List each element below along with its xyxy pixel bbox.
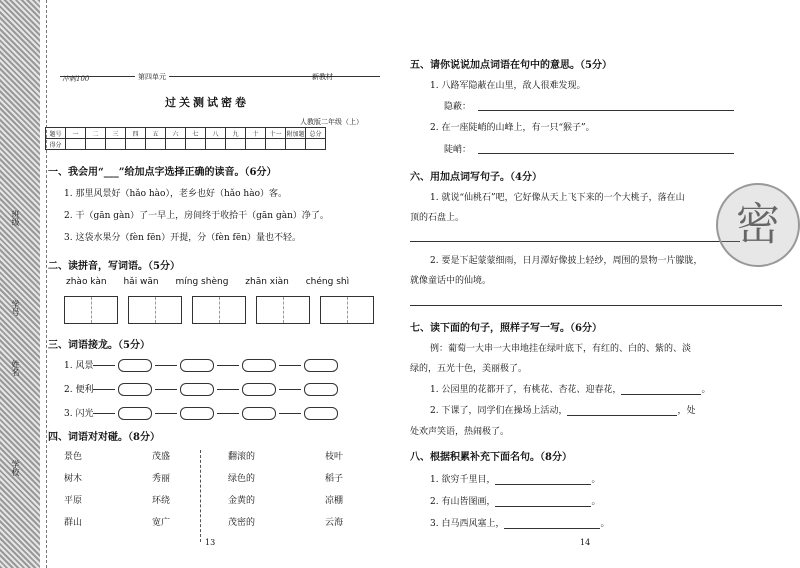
s8-item-3: 3. 白马西风塞上， 。 xyxy=(430,519,610,529)
s7-item-1-text: 1. 公园里的花都开了，有桃花、杏花、迎春花， xyxy=(430,385,622,395)
pinyin-row xyxy=(66,277,363,287)
answer-line[interactable] xyxy=(410,305,782,306)
section-7-title: 七、读下面的句子，照样子写一写。（6分） xyxy=(410,323,602,334)
section-6-title: 六、用加点词写句子。（4分） xyxy=(410,172,542,183)
unit-label: 第四单元 xyxy=(135,72,169,82)
binding-strip xyxy=(0,0,40,568)
s8-item-3-text: 3. 白马西风塞上， xyxy=(430,519,505,529)
score-input-cell[interactable] xyxy=(266,139,286,150)
match-word[interactable]: 宽广 xyxy=(152,518,171,528)
writing-grid-5[interactable] xyxy=(320,296,374,324)
answer-line[interactable] xyxy=(478,110,734,111)
s3-item-3: 3. 闪光 xyxy=(64,409,94,419)
s3-item-2: 2. 便利 xyxy=(64,385,94,395)
s7-example-line2: 绿的，五光十色，美丽极了。 xyxy=(410,364,528,374)
blank-cloud[interactable] xyxy=(180,359,214,372)
score-input-cell[interactable] xyxy=(146,139,166,150)
writing-grid-1[interactable] xyxy=(64,296,118,324)
blank-cloud[interactable] xyxy=(180,383,214,396)
pinyin-4: zhān xiàn xyxy=(245,277,289,287)
blank-cloud[interactable] xyxy=(304,359,338,372)
score-header-cell: 二 xyxy=(86,128,106,139)
match-col-4 xyxy=(325,446,343,534)
blank-cloud[interactable] xyxy=(180,407,214,420)
score-header-cell: 六 xyxy=(166,128,186,139)
s1-item-1: 1. 那里风景好（hǎo hào），老乡也好（hǎo hào）客。 xyxy=(64,189,287,199)
match-word[interactable]: 环绕 xyxy=(152,496,171,506)
score-value-row xyxy=(46,139,326,150)
match-word[interactable]: 翻滚的 xyxy=(228,452,256,462)
pinyin-2: hǎi wān xyxy=(123,277,159,287)
s7-example-line1: 例：葡萄一大串一大串地挂在绿叶底下，有红的、白的、紫的、淡 xyxy=(430,344,692,354)
s6-item-2-line2: 就像童话中的仙境。 xyxy=(410,276,492,286)
blank-cloud[interactable] xyxy=(242,407,276,420)
s8-item-1-text: 1. 欲穷千里目， xyxy=(430,475,496,485)
binding-label-school: 学校 xyxy=(11,460,20,476)
match-col-3 xyxy=(228,446,255,534)
match-word[interactable]: 平原 xyxy=(64,496,83,506)
answer-line[interactable] xyxy=(567,415,677,416)
score-input-cell[interactable] xyxy=(226,139,246,150)
score-input-cell[interactable] xyxy=(286,139,306,150)
score-input-cell[interactable] xyxy=(106,139,126,150)
blank-cloud[interactable] xyxy=(118,383,152,396)
score-header-cell: 七 xyxy=(186,128,206,139)
s7-item-2 xyxy=(430,403,695,416)
section-3-title: 三、词语接龙。（5分） xyxy=(48,340,150,351)
s3-row-2 xyxy=(64,382,341,396)
page-number-right: 14 xyxy=(580,538,591,547)
pinyin-3: míng shèng xyxy=(175,277,229,287)
s8-item-2-text: 2. 有山皆图画， xyxy=(430,497,496,507)
score-input-cell[interactable] xyxy=(246,139,266,150)
blank-cloud[interactable] xyxy=(304,407,338,420)
match-divider xyxy=(200,450,201,542)
score-input-cell[interactable] xyxy=(166,139,186,150)
blank-cloud[interactable] xyxy=(242,383,276,396)
binding-field-name: 学号 xyxy=(11,300,20,316)
match-word[interactable]: 茂密的 xyxy=(228,518,256,528)
pinyin-1: zhào kàn xyxy=(66,277,107,287)
blank-cloud[interactable] xyxy=(304,383,338,396)
s5-item-2: 2. 在一座陡峭的山峰上，有一只“猴子”。 xyxy=(430,123,595,133)
blank-cloud[interactable] xyxy=(118,407,152,420)
score-header-cell: 总分 xyxy=(306,128,326,139)
match-word[interactable]: 群山 xyxy=(64,518,83,528)
score-header-cell: 附加题 xyxy=(286,128,306,139)
s6-item-2-line1: 2. 要是下起蒙蒙细雨，日月潭好像披上轻纱，周围的景物一片朦胧， xyxy=(430,256,703,266)
s7-item-2-cont: 处欢声笑语，热闹极了。 xyxy=(410,427,510,437)
score-header-cell: 八 xyxy=(206,128,226,139)
section-5-title: 五、请你说说加点词语在句中的意思。（5分） xyxy=(410,60,612,71)
s5-item-1: 1. 八路军隐蔽在山里，敌人很难发现。 xyxy=(430,81,586,91)
s3-item-1: 1. 风景 xyxy=(64,361,94,371)
s6-item-1-line1: 1. 就说“仙桃石”吧，它好像从天上飞下来的一个大桃子，落在山 xyxy=(430,193,685,203)
section-4-title: 四、词语对对碰。（8分） xyxy=(48,432,160,443)
score-header-cell: 四 xyxy=(126,128,146,139)
binding-field-id: 姓名 xyxy=(11,360,20,376)
match-word[interactable]: 凉棚 xyxy=(325,496,344,506)
s7-item-2-tail: ，处 xyxy=(677,406,696,416)
confidential-stamp: 密 xyxy=(716,183,800,267)
score-header-cell: 九 xyxy=(226,128,246,139)
s1-item-3: 3. 这袋水果分（fèn fēn）开提，分（fèn fēn）量也不轻。 xyxy=(64,233,301,243)
section-2-title: 二、读拼音，写词语。（5分） xyxy=(48,261,180,272)
s3-row-3 xyxy=(64,406,341,420)
score-header-cell: 三 xyxy=(106,128,126,139)
blank-cloud[interactable] xyxy=(242,359,276,372)
s7-item-1: 1. 公园里的花都开了，有桃花、杏花、迎春花， 。 xyxy=(430,385,711,395)
match-word[interactable]: 稻子 xyxy=(325,474,344,484)
match-word[interactable]: 绿色的 xyxy=(228,474,256,484)
match-word[interactable]: 云海 xyxy=(325,518,344,528)
answer-line[interactable] xyxy=(478,153,734,154)
score-header-cell: 十 xyxy=(246,128,266,139)
score-header-cell: 十一 xyxy=(266,128,286,139)
score-input-cell[interactable] xyxy=(126,139,146,150)
match-word[interactable]: 秀丽 xyxy=(152,474,171,484)
score-input-cell[interactable] xyxy=(86,139,106,150)
score-table xyxy=(45,127,326,150)
section-1-title: 一、我会用“___”给加点字选择正确的读音。（6分） xyxy=(48,167,277,178)
answer-line[interactable] xyxy=(495,484,591,485)
edition-label: 新教材 xyxy=(312,73,333,81)
answer-line[interactable] xyxy=(410,241,740,242)
brand-logo-text: 冲刺100 xyxy=(62,75,90,83)
s6-item-1-line2: 顶的石盘上。 xyxy=(410,213,465,223)
answer-line[interactable] xyxy=(495,506,591,507)
score-input-cell[interactable] xyxy=(206,139,226,150)
pinyin-5: chéng shì xyxy=(305,277,350,287)
match-word[interactable]: 金黄的 xyxy=(228,496,256,506)
binding-dashed-line xyxy=(46,0,47,568)
score-header-cell: 五 xyxy=(146,128,166,139)
score-input-cell[interactable] xyxy=(186,139,206,150)
score-input-cell[interactable] xyxy=(66,139,86,150)
match-col-1 xyxy=(64,446,82,534)
answer-line[interactable] xyxy=(621,394,701,395)
binding-label-class: 班级 xyxy=(11,210,20,226)
s5-answer-label-1: 隐蔽： xyxy=(444,102,472,112)
blank-cloud[interactable] xyxy=(118,359,152,372)
match-word[interactable]: 枝叶 xyxy=(325,452,344,462)
s8-item-2: 2. 有山皆图画， 。 xyxy=(430,497,601,507)
s3-row-1 xyxy=(64,358,341,372)
score-row-label: 得分 xyxy=(46,139,66,150)
writing-grid-3[interactable] xyxy=(192,296,246,324)
s1-item-2: 2. 干（gān gàn）了一早上，房间终于收拾干（gān gàn）净了。 xyxy=(64,211,329,221)
section-8-title: 八、根据积累补充下面名句。（8分） xyxy=(410,452,572,463)
page-number-left: 13 xyxy=(205,538,216,547)
match-word[interactable]: 景色 xyxy=(64,452,83,462)
match-col-2 xyxy=(152,446,170,534)
writing-grid-2[interactable] xyxy=(128,296,182,324)
s7-item-2-text: 2. 下课了，同学们在操场上活动， xyxy=(430,406,568,416)
test-title: 过关测试密卷 xyxy=(165,96,249,109)
score-input-cell[interactable] xyxy=(306,139,326,150)
writing-grid-4[interactable] xyxy=(256,296,310,324)
score-header-cell: 题号 xyxy=(46,128,66,139)
match-word[interactable]: 茂盛 xyxy=(152,452,171,462)
s8-item-1: 1. 欲穷千里目， 。 xyxy=(430,475,601,485)
answer-line[interactable] xyxy=(504,528,600,529)
score-header-row xyxy=(46,128,326,139)
s5-answer-label-2: 陡峭： xyxy=(444,145,472,155)
grade-label: 人教版二年级（上） xyxy=(300,118,363,126)
match-word[interactable]: 树木 xyxy=(64,474,83,484)
score-header-cell: 一 xyxy=(66,128,86,139)
